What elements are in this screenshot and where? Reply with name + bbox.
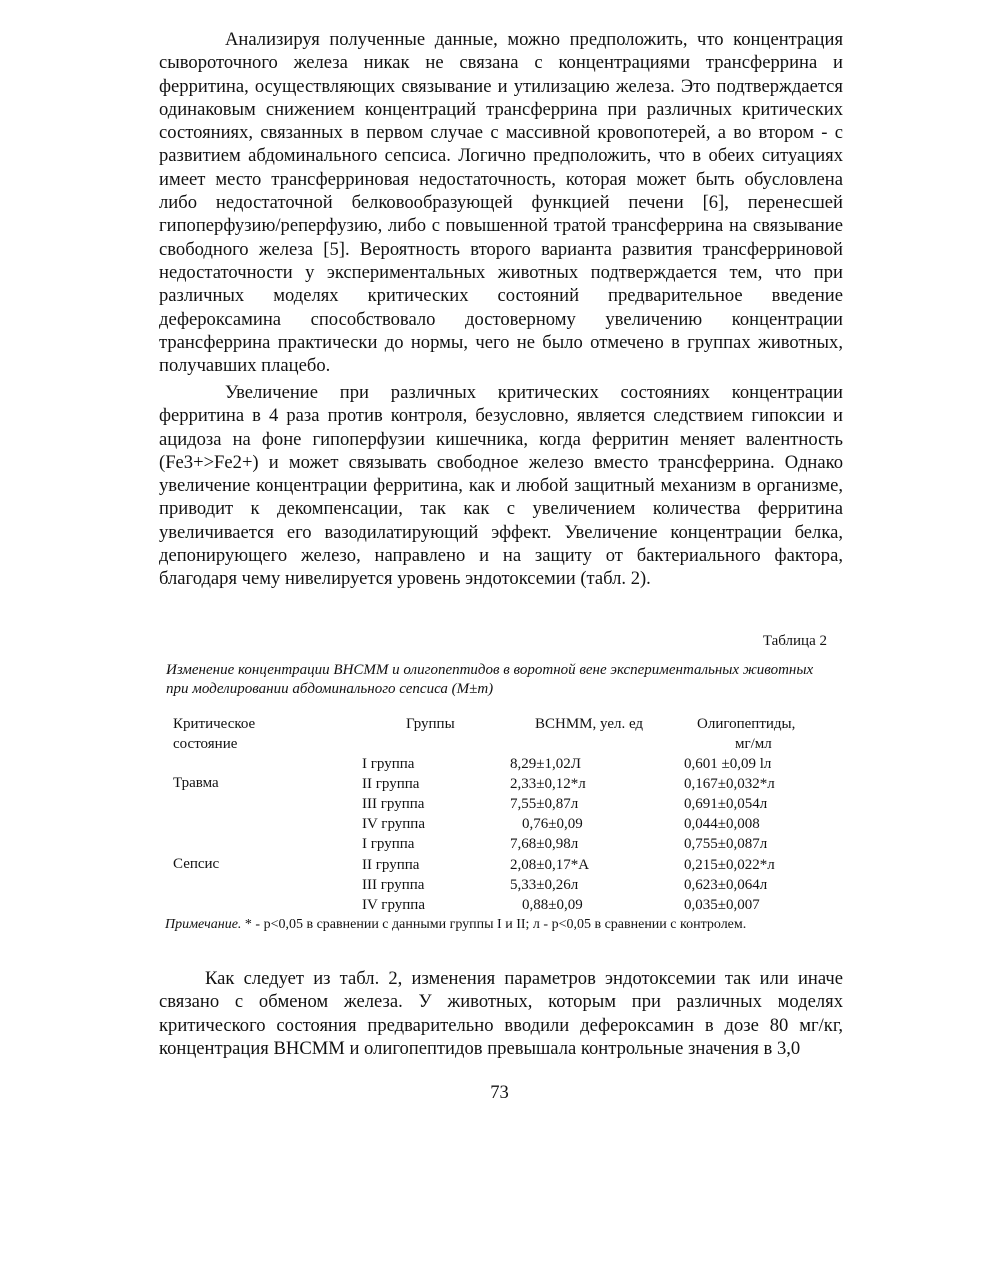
table-cell-group: II группа (362, 776, 420, 792)
table-cell-vsnmm: 7,55±0,87л (510, 796, 579, 812)
table-cell-vsnmm: 0,76±0,09 (522, 816, 583, 832)
body-paragraph-2 (159, 381, 843, 591)
table-note-label: Примечание. (165, 917, 242, 932)
table-cell-oligo: 0,755±0,087л (684, 836, 768, 852)
table-caption: Изменение концентрации ВНСММ и олигопептидов в воротной вене экспериментальных животных при моделировании абдоминального сепсиса (M±m) (166, 662, 814, 697)
table-cell-group: IV группа (362, 816, 425, 832)
table-cell-vsnmm: 2,33±0,12*л (510, 776, 586, 792)
table-cell-oligo: 0,601 ±0,09 lл (684, 756, 772, 772)
table-cell-vsnmm: 5,33±0,26л (510, 877, 579, 893)
table-cell-oligo: 0,623±0,064л (684, 877, 768, 893)
table-cell-oligo: 0,691±0,054л (684, 796, 768, 812)
table-cell-group: I группа (362, 756, 415, 772)
header-groups: Группы (406, 716, 455, 732)
paragraph-1-text: Анализируя полученные данные, можно предположить, что концентрация сывороточного железа никак не связана с концентрациями трансферрина и ферритина, осуществляющих связывание и утилизацию железа. Это подтверждается одинаковым снижением концентраций трансферрина при различных критических состояниях, связанных в первом случае с массивной кровопотерей, а во втором - с развитием абдоминального сепсиса. Логично предположить, что в обеих ситуациях имеет место трансферриновая недостаточность, которая может быть обусловлена либо недостаточной белковообразующей функцией печени [6], перенесшей гипоперфузию/реперфузию, либо с повышенной тратой трансферрина на связывание свободного железа [5]. Вероятность второго варианта развития трансферриновой недостаточности у экспериментальных животных подтверждается тем, что при различных моделях критических состояний предварительное введение дефероксамина способствовало достоверному увеличению концентрации трансферрина практически до нормы, чего не было отмечено в группах животных, получавших плацебо. (159, 29, 843, 377)
table-cell-vsnmm: 7,68±0,98л (510, 836, 579, 852)
table-note-text: * - р<0,05 в сравнении с данными группы I и II; л - р<0,05 в сравнении с контролем. (241, 917, 747, 932)
table-cell-group: III группа (362, 877, 425, 893)
table-label: Таблица 2 (762, 633, 827, 649)
header-oligo-line2: мг/мл (735, 736, 772, 752)
page-number: 73 (490, 1082, 509, 1103)
table-cell-oligo: 0,044±0,008 (684, 816, 760, 832)
paragraph-2-text: Увеличение при различных критических состояниях концентрации ферритина в 4 раза против контроля, безусловно, является следствием гипоксии и ацидоза на фоне гипоперфузии кишечника, когда ферритин меняет валентность (Fe3+>Fe2+) и может связывать свободное железо вместо трансферрина. Однако увеличение концентрации ферритина, как и любой защитный механизм в организме, приводит к декомпенсации, так как с увеличением количества ферритина увеличивается его вазодилатирующий эффект. Увеличение концентрации белка, депонирующего железо, направлено и на защиту от бактериального фактора, благодаря чему нивелируется уровень эндотоксемии (табл. 2). (159, 382, 843, 590)
body-paragraph-3 (159, 967, 843, 1060)
header-oligo-line1: Олигопептиды, (697, 716, 796, 732)
header-vsnmm: ВСНММ, уел. ед (535, 716, 644, 732)
table-cell-group: II группа (362, 857, 420, 873)
table-cell-vsnmm: 0,88±0,09 (522, 897, 583, 913)
condition-sepsis: Сепсис (173, 856, 220, 872)
header-condition-line2: состояние (173, 736, 238, 752)
table-cell-vsnmm: 2,08±0,17*А (510, 857, 590, 873)
table-cell-vsnmm: 8,29±1,02Л (510, 756, 581, 772)
condition-trauma: Травма (173, 775, 219, 791)
header-condition-line1: Критическое (173, 716, 256, 732)
table-cell-group: I группа (362, 836, 415, 852)
table-cell-oligo: 0,215±0,022*л (684, 857, 775, 873)
table-cell-group: IV группа (362, 897, 425, 913)
table-cell-oligo: 0,035±0,007 (684, 897, 760, 913)
body-paragraph-1 (159, 28, 843, 377)
table-note (165, 916, 746, 934)
table-cell-group: III группа (362, 796, 425, 812)
paragraph-3-text: Как следует из табл. 2, изменения параметров эндотоксемии так или иначе связано с обменом железа. У животных, которым при различных моделях критического состояния предварительно вводили дефероксамин в дозе 80 мг/кг, концентрация ВНСММ и олигопептидов превышала контрольные значения в 3,0 (159, 968, 843, 1059)
table-cell-oligo: 0,167±0,032*л (684, 776, 775, 792)
